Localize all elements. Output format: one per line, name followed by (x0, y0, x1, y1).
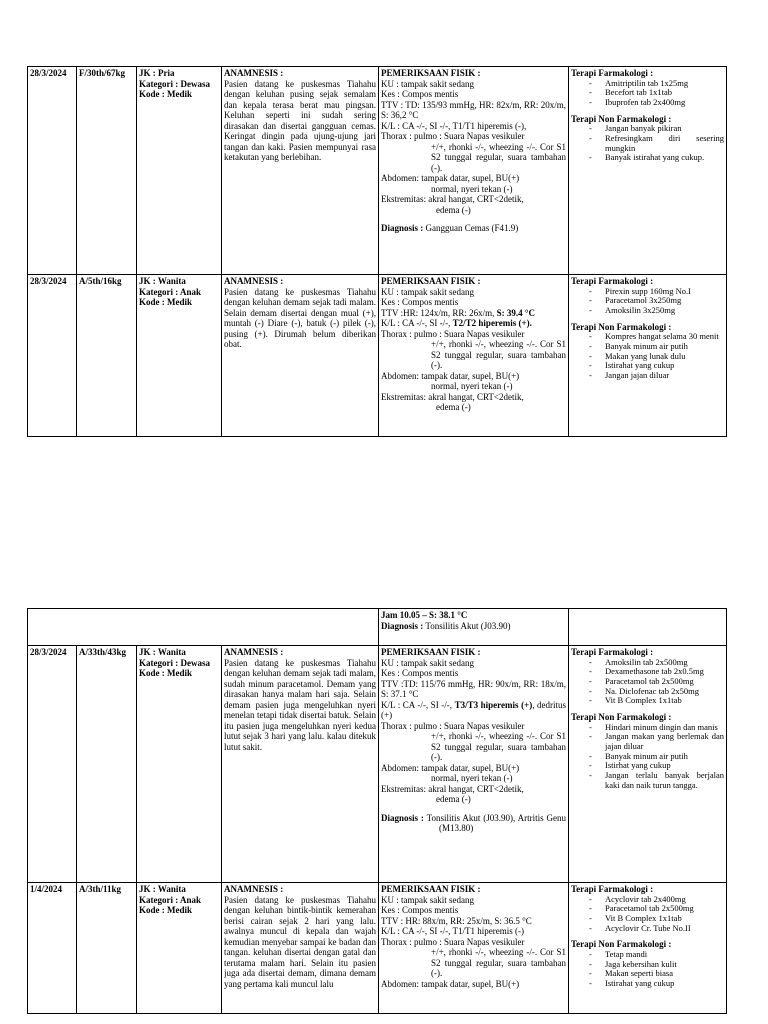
pharmacologic-therapy-title: Terapi Farmakologi : (571, 647, 654, 657)
diagnosis-value: Tonsilitis Akut (J03.90), Artritis Genu (M13.80) (426, 812, 566, 833)
diagnosis-value: Gangguan Cemas (F41.9) (425, 223, 519, 233)
kl-values: K/L : CA -/-, SI -/-, (381, 318, 451, 328)
therapy-item: - Jaga kebersihan kulit (595, 960, 724, 970)
tonsil-finding: T2/T2 hiperemis (+). (452, 318, 532, 328)
extremities-line: Ekstremitas: akral hangat, CRT<2detik, (381, 783, 524, 794)
medical-records-table-1 (27, 66, 727, 437)
diagnosis-line (381, 621, 566, 632)
abdomen-line: Abdomen: tampak datar, supel, BU(+) (381, 762, 520, 773)
kl-tail: , dedritus (+) (381, 699, 567, 720)
therapy-item: - Pirexin supp 160mg No.I (595, 287, 724, 297)
anamnesis-title: ANAMNESIS : (224, 647, 284, 657)
therapy-item: - Istirahat yang cukup (595, 361, 724, 371)
ttv-line: TTV :TD: 115/76 mmHg, HR: 90x/m, RR: 18x/m, S: 37.1 °C (381, 678, 566, 699)
thorax-line: Thorax : pulmo : Suara Napas vesikuler (381, 720, 525, 731)
extremities-detail: edema (-) (436, 794, 471, 804)
physical-exam-title: PEMERIKSAAN FISIK : (381, 884, 481, 894)
therapy-item: - Istirahat yang cukup (595, 979, 724, 989)
therapy-cell (569, 67, 727, 275)
therapy-item: - Dexamethasone tab 2x0.5mg (595, 667, 724, 677)
code-label: Kode : Medik (139, 89, 192, 99)
therapy-item: - Makan yang lunak dulu (595, 352, 724, 362)
category-label: Kategori : Anak (139, 894, 201, 905)
table-row (28, 646, 727, 883)
code-label: Kode : Medik (139, 297, 192, 307)
patient-classification (137, 883, 222, 1014)
ttv-line: TTV : HR: 88x/m, RR: 25x/m, S: 36.5 °C (381, 915, 532, 926)
tonsil-finding: T3/T3 hiperemis (+) (454, 699, 533, 710)
anamnesis-text: Pasien datang ke puskesmas Tiahahu dengan keluhan demam sejak tadi malam. Selain demam disertai dengan mual (+), muntah (-) Diare (-), batuk (-) pilek (-), pusing (+). Dirumah belum diberikan obat. (224, 286, 376, 349)
visit-date: 1/4/2024 (28, 883, 77, 1014)
anamnesis-cell (222, 275, 379, 437)
ttv-values: TTV :HR: 124x/m, RR: 26x/m, (381, 307, 495, 318)
physical-exam-cell (379, 275, 569, 437)
extremities-line: Ekstremitas: akral hangat, CRT<2detik, (381, 391, 524, 402)
ttv-line: TTV : TD: 135/93 mmHg, HR: 82x/m, RR: 20x/m, S: 36,2 °C (381, 99, 566, 120)
non-pharmacologic-therapy-title: Terapi Non Farmakologi : (571, 321, 672, 332)
sex-label: JK : Wanita (139, 276, 186, 286)
diagnosis-label: Diagnosis : (381, 812, 424, 823)
therapy-item: - Jangan banyak pikiran (595, 124, 724, 134)
thorax-detail: +/+, rhonki -/-, wheezing -/-. Cor S1 S2 tunggal regular, suara tambahan (-). (431, 731, 566, 762)
non-pharmacologic-therapy-title: Terapi Non Farmakologi : (571, 712, 672, 723)
code-label: Kode : Medik (139, 668, 192, 678)
non-pharmacologic-therapy-list (571, 124, 724, 163)
physical-exam-title: PEMERIKSAAN FISIK : (381, 68, 481, 78)
extremities-line: Ekstremitas: akral hangat, CRT<2detik, (381, 194, 524, 204)
abdomen-detail: normal, nyeri tekan (-) (431, 773, 513, 783)
patient-info: A/5th/16kg (77, 275, 137, 437)
thorax-detail: +/+, rhonki -/-, wheezing -/-. Cor S1 S2 tunggal regular, suara tambahan (-). (431, 947, 566, 978)
therapy-item: - Tetap mandi (595, 950, 724, 960)
anamnesis-title: ANAMNESIS : (224, 884, 284, 894)
table-row (28, 67, 727, 275)
non-pharmacologic-therapy-list (571, 332, 724, 381)
sex-label: JK : Pria (139, 68, 175, 78)
therapy-cell (569, 646, 727, 883)
physical-exam-cell (379, 883, 569, 1014)
diagnosis-line (381, 813, 566, 834)
patient-classification (137, 67, 222, 275)
patient-info: A/33th/43kg (77, 646, 137, 883)
anamnesis-clip (224, 884, 376, 1012)
anamnesis-title: ANAMNESIS : (224, 276, 284, 286)
anamnesis-text: Pasien datang ke puskesmas Tiahahu dengan keluhan bintik-bintik kemerahan berisi cairan sejak 2 hari yang lalu. awalnya muncul di kepala dan wajah kemudian menyebar sampai ke badan dan tangan. keluhan disertai dengan gatal dan terutama malam hari. Selain itu pasien juga ada disertai demam, dimana demam yang pertama kali muncul lalu (224, 894, 376, 989)
patient-classification (137, 646, 222, 883)
extremities-detail: edema (-) (436, 204, 471, 215)
physical-exam-cell (379, 67, 569, 275)
kes-line: Kes : Compos mentis (381, 668, 459, 678)
kes-line: Kes : Compos mentis (381, 297, 459, 307)
pharmacologic-therapy-list (571, 658, 724, 707)
thorax-line: Thorax : pulmo : Suara Napas vesikuler (381, 936, 525, 947)
physical-exam-clip (381, 884, 566, 1012)
therapy-item: - Istirhat yang cukup (595, 761, 724, 771)
physical-exam-cell (379, 646, 569, 883)
therapy-item: - Amitriptilin tab 1x25mg (595, 79, 724, 89)
therapy-cell (569, 883, 727, 1014)
thorax-line: Thorax : pulmo : Suara Napas vesikuler (381, 328, 525, 339)
therapy-item: - Acyclovir Cr. Tube No.II (595, 924, 724, 934)
anamnesis-cell (222, 883, 379, 1014)
therapy-item: - Vit B Complex 1x1tab (595, 914, 724, 924)
thorax-line: Thorax : pulmo : Suara Napas vesikuler (381, 131, 525, 141)
continuation-empty (28, 609, 379, 646)
therapy-item: - Paracetamol tab 2x500mg (595, 904, 724, 914)
code-label: Kode : Medik (139, 905, 192, 915)
visit-date: 28/3/2024 (28, 275, 77, 437)
pharmacologic-therapy-title: Terapi Farmakologi : (571, 68, 654, 78)
therapy-item: - Refresingkam diri sesering mungkin (595, 134, 724, 153)
extremities-detail: edema (-) (436, 402, 471, 412)
diagnosis-line (381, 223, 566, 234)
table-row (28, 883, 727, 1014)
therapy-item: - Amoksilin tab 2x500mg (595, 658, 724, 668)
physical-exam-title: PEMERIKSAAN FISIK : (381, 647, 481, 657)
continuation-cell (379, 609, 569, 646)
non-pharmacologic-therapy-title: Terapi Non Farmakologi : (571, 113, 672, 124)
physical-exam-title: PEMERIKSAAN FISIK : (381, 276, 481, 286)
kl-line (381, 700, 566, 721)
therapy-item: - Jangan makan yang berlemak dan jajan diluar (595, 732, 724, 751)
therapy-item: - Paracetamol 3x250mg (595, 296, 724, 306)
ttv-line (381, 308, 566, 319)
medical-records-table-2 (27, 608, 727, 1014)
therapy-item: - Vit B Complex 1x1tab (595, 696, 724, 706)
therapy-item: - Amoksilin 3x250mg (595, 306, 724, 316)
category-label: Kategori : Anak (139, 286, 201, 297)
kl-line (381, 318, 566, 329)
kes-line: Kes : Compos mentis (381, 905, 459, 915)
pharmacologic-therapy-title: Terapi Farmakologi : (571, 276, 654, 286)
pharmacologic-therapy-list (571, 79, 724, 108)
diagnosis-label: Diagnosis : (381, 223, 424, 233)
therapy-item: - Na. Diclofenac tab 2x50mg (595, 687, 724, 697)
patient-info: F/30th/67kg (77, 67, 137, 275)
table-row (28, 275, 727, 437)
ku-line: KU : tampak sakit sedang (381, 286, 474, 297)
continuation-row (28, 609, 727, 646)
kl-values: K/L : CA -/-, SI -/-, (381, 699, 453, 710)
abdomen-detail: normal, nyeri tekan (-) (431, 381, 513, 391)
thorax-detail: +/+, rhonki -/-, wheezing -/-. Cor S1 S2 tunggal regular, suara tambahan (-). (431, 339, 566, 370)
ku-line: KU : tampak sakit sedang (381, 78, 474, 89)
anamnesis-title: ANAMNESIS : (224, 68, 284, 78)
pharmacologic-therapy-list (571, 895, 724, 934)
therapy-clip (571, 884, 724, 1012)
sex-label: JK : Wanita (139, 884, 186, 894)
therapy-item: - Kompres hangat selama 30 menit (595, 332, 724, 342)
diagnosis-value: Tonsilitis Akut (J03.90) (425, 620, 511, 631)
abdomen-line: Abdomen: tampak datar, supel, BU(+) (381, 370, 520, 381)
abdomen-detail: normal, nyeri tekan (-) (431, 183, 513, 194)
anamnesis-cell (222, 646, 379, 883)
visit-date: 28/3/2024 (28, 67, 77, 275)
therapy-item: - Ibuprofen tab 2x400mg (595, 98, 724, 108)
ku-line: KU : tampak sakit sedang (381, 657, 474, 668)
therapy-item: - Banyak minum air putih (595, 342, 724, 352)
ku-line: KU : tampak sakit sedang (381, 894, 474, 905)
therapy-item: - Makan seperti biasa (595, 969, 724, 979)
therapy-item: - Banyak minum air putih (595, 752, 724, 762)
anamnesis-text: Pasien datang ke puskesmas Tiahahu dengan keluhan demam sejak tadi malam, sudah minum paracetamol. Demam yang dirasakan hanya malam hari saja. Selain demam pasien juga mengeluhkan nyeri menelan tetapi tidak disertai batuk. Selain itu pasien juga mengeluhkan nyeri kedua lutut sejak 3 hari yang lalu. kalau ditekuk lutut sakit. (224, 657, 376, 752)
anamnesis-cell (222, 67, 379, 275)
non-pharmacologic-therapy-list (571, 723, 724, 791)
diagnosis-label: Diagnosis : (381, 620, 424, 631)
therapy-item: - Becefort tab 1x1tab (595, 88, 724, 98)
kl-line: K/L : CA -/-, SI -/-, T1/T1 hiperemis (-), (381, 120, 527, 131)
kes-line: Kes : Compos mentis (381, 89, 459, 99)
visit-date: 28/3/2024 (28, 646, 77, 883)
therapy-item: - Banyak istirahat yang cukup. (595, 153, 724, 163)
therapy-item: - Jangan jajan diluar (595, 371, 724, 381)
therapy-item: - Jangan terlalu banyak berjalan kaki dan naik turun tangga. (595, 771, 724, 790)
patient-classification (137, 275, 222, 437)
non-pharmacologic-therapy-title: Terapi Non Farmakologi : (571, 939, 672, 950)
thorax-detail: +/+, rhonki -/-, wheezing -/-. Cor S1 S2 tunggal regular, suara tambahan (-). (431, 141, 566, 173)
abdomen-line: Abdomen: tampak datar, supel, BU(+) (381, 978, 520, 989)
therapy-item: - Acyclovir tab 2x400mg (595, 895, 724, 905)
sex-label: JK : Wanita (139, 647, 186, 657)
anamnesis-text: Pasien datang ke puskesmas Tiahahu dengan keluhan pusing sejak semalam dan kepala terasa berat mau pingsan. Keluhan seperti ini sudah sering dirasakan dan disertai gangguan cemas. Keringat dingin pada ujung-ujung jari tangan dan kaki. Pasien mempunyai rasa ketakutan yang berlebihan. (224, 78, 376, 162)
abdomen-line: Abdomen: tampak datar, supel, BU(+) (381, 173, 520, 183)
kl-line: K/L : CA -/-, SI -/-, T1/T1 hiperemis (-) (381, 926, 524, 936)
pharmacologic-therapy-title: Terapi Farmakologi : (571, 884, 654, 894)
category-label: Kategori : Dewasa (139, 657, 210, 668)
non-pharmacologic-therapy-list (571, 950, 724, 989)
temperature-value: S: 39.4 °C (496, 307, 535, 318)
therapy-item: - Paracetamol tab 2x500mg (595, 677, 724, 687)
temperature-note: Jam 10.05 – S: 38.1 °C (381, 610, 468, 620)
therapy-cell (569, 275, 727, 437)
pharmacologic-therapy-list (571, 287, 724, 316)
patient-info: A/3th/11kg (77, 883, 137, 1014)
continuation-empty-therapy (569, 609, 727, 646)
therapy-item: - Hindari minum dingin dan manis (595, 723, 724, 733)
category-label: Kategori : Dewasa (139, 78, 210, 89)
